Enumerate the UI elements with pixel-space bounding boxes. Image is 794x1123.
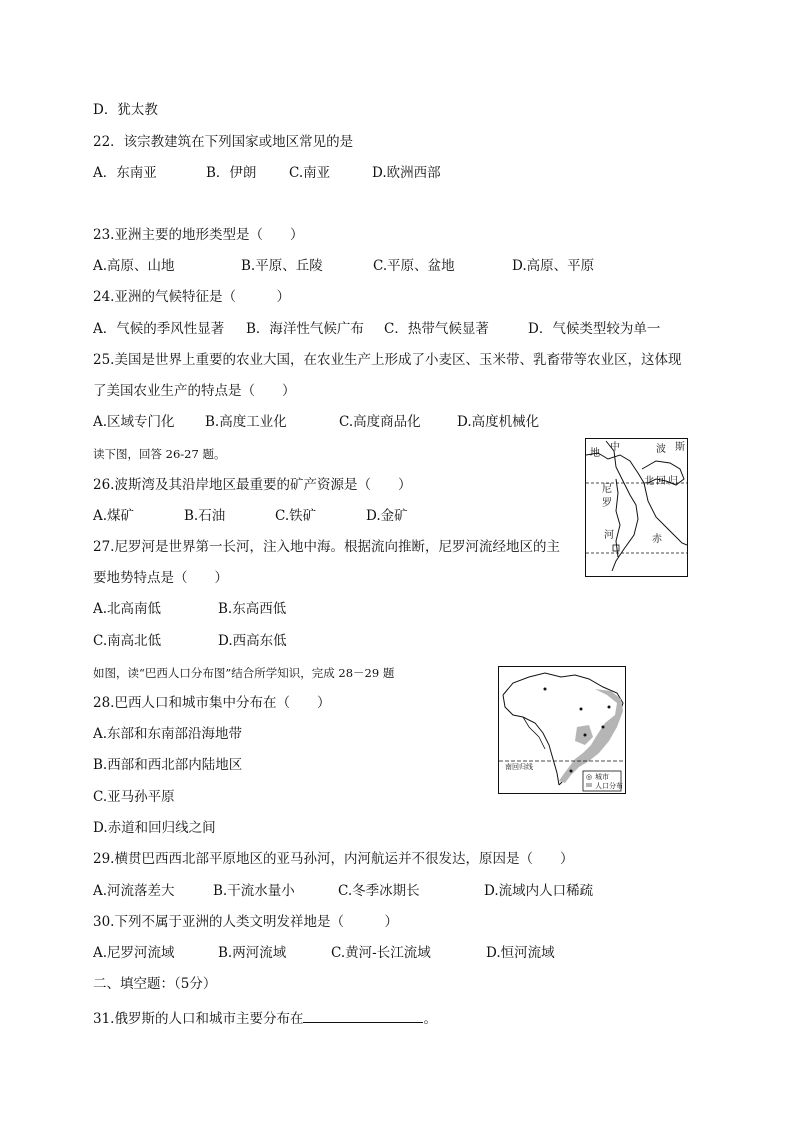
q22-stem: 22．该宗教建筑在下列国家或地区常见的是 [93, 134, 354, 150]
q27-option-b: B.东高西低 [218, 601, 287, 617]
q29-stem: 29.横贯巴西西北部平原地区的亚马孙河，内河航运并不很发达，原因是（ ） [93, 851, 574, 867]
q29-option-c: C.冬季冰期长 [338, 883, 420, 899]
q26-option-c: C.铁矿 [275, 508, 317, 524]
q26-option-d: D.金矿 [366, 508, 408, 524]
q26-option-b: B.石油 [184, 508, 226, 524]
q31-stem-end: 。 [423, 1011, 437, 1027]
q29-option-b: B.干流水量小 [213, 883, 295, 899]
q31-stem [93, 1008, 437, 1028]
q22-option-b: B．伊朗 [206, 165, 257, 181]
map2-legend-city: 城市 [595, 773, 609, 781]
q23-option-d: D.高原、平原 [512, 258, 595, 274]
q27-stem-line1: 27.尼罗河是世界第一长河，注入地中海。根据流向推断，尼罗河流经地区的主 [93, 539, 560, 555]
q26-option-a: A.煤矿 [93, 508, 135, 524]
q21-option-d: D．犹太教 [93, 102, 158, 118]
q24-option-b: B．海洋性气候广布 [246, 321, 364, 337]
map1-label-bei: 北 [644, 476, 654, 487]
q30-option-b: B.两河流域 [218, 945, 287, 961]
q28-option-d: D.赤道和回归线之间 [93, 820, 216, 836]
q24-option-d: D．气候类型较为单一 [528, 321, 661, 337]
map1-label-luo: 罗 [602, 498, 612, 509]
q29-option-d: D.流域内人口稀疏 [484, 883, 594, 899]
map2-legend-symbol: ◎ [586, 773, 593, 781]
q27-option-d: D.西高东低 [218, 633, 287, 649]
q31-answer-blank[interactable] [303, 1008, 423, 1023]
map1-label-ni: 尼 [602, 484, 612, 495]
nile-persian-gulf-map [585, 438, 688, 577]
q26-stem: 26.波斯湾及其沿岸地区最重要的矿产资源是（ ） [93, 477, 412, 493]
q24-option-a: A．气候的季风性显著 [93, 321, 225, 337]
brazil-population-map [498, 666, 626, 794]
map1-label-gui: 归 [668, 476, 678, 487]
q31-stem-text: 31.俄罗斯的人口和城市主要分布在 [93, 1011, 304, 1027]
q28-stem: 28.巴西人口和城市集中分布在（ ） [93, 695, 331, 711]
q30-stem: 30.下列不属于亚洲的人类文明发祥地是（ ） [93, 914, 398, 930]
map1-label-chi: 赤 [652, 534, 662, 545]
q23-stem: 23.亚洲主要的地形类型是（ ） [93, 227, 304, 243]
q29-option-a: A.河流落差大 [93, 883, 175, 899]
section-2-title: 二、填空题：（5分） [93, 976, 217, 992]
q25-option-d: D.高度机械化 [457, 414, 540, 430]
q27-option-c: C.南高北低 [93, 633, 162, 649]
q28-option-b: B.西部和西北部内陆地区 [93, 757, 243, 773]
q25-option-a: A.区域专门化 [93, 414, 175, 430]
q27-stem-line2: 要地势特点是（ ） [93, 570, 228, 586]
q25-option-b: B.高度工业化 [205, 414, 287, 430]
q22-option-c: C.南亚 [289, 165, 331, 181]
map1-label-zhong: 中 [610, 442, 620, 453]
q22-option-a: A．东南亚 [93, 165, 157, 181]
instruction-26-27: 读下图，回答 26-27 题。 [93, 447, 226, 461]
instruction-28-29: 如图，读“巴西人口分布图”结合所学知识，完成 28－29 题 [93, 666, 395, 680]
q23-option-b: B.平原、丘陵 [241, 258, 323, 274]
q22-option-d: D.欧洲西部 [372, 165, 441, 181]
map2-tropic-label: 南回归线 [505, 763, 533, 771]
q28-option-a: A.东部和东南部沿海地带 [93, 726, 243, 742]
q30-option-d: D.恒河流域 [486, 945, 555, 961]
map1-label-hui: 回 [656, 476, 666, 487]
q24-stem: 24.亚洲的气候特征是（ ） [93, 289, 290, 305]
map1-label-he: 河 [604, 530, 614, 541]
map1-label-di: 地 [590, 448, 600, 459]
q30-option-a: A.尼罗河流域 [93, 945, 175, 961]
map2-legend-population: 人口分布 [595, 782, 623, 790]
q30-option-c: C.黄河-长江流域 [331, 945, 431, 961]
q25-option-c: C.高度商品化 [339, 414, 421, 430]
map1-label-bo: 波 [656, 444, 666, 455]
map1-label-si: 斯 [675, 442, 685, 453]
q28-option-c: C.亚马孙平原 [93, 789, 175, 805]
q25-stem-line2: 了美国农业生产的特点是（ ） [93, 383, 296, 399]
q23-option-c: C.平原、盆地 [373, 258, 455, 274]
q23-option-a: A.高原、山地 [93, 258, 175, 274]
q24-option-c: C．热带气候显著 [384, 321, 489, 337]
q25-stem-line1: 25.美国是世界上重要的农业大国，在农业生产上形成了小麦区、玉米带、乳畜带等农业区，这体现 [93, 352, 682, 368]
q27-option-a: A.北高南低 [93, 601, 162, 617]
